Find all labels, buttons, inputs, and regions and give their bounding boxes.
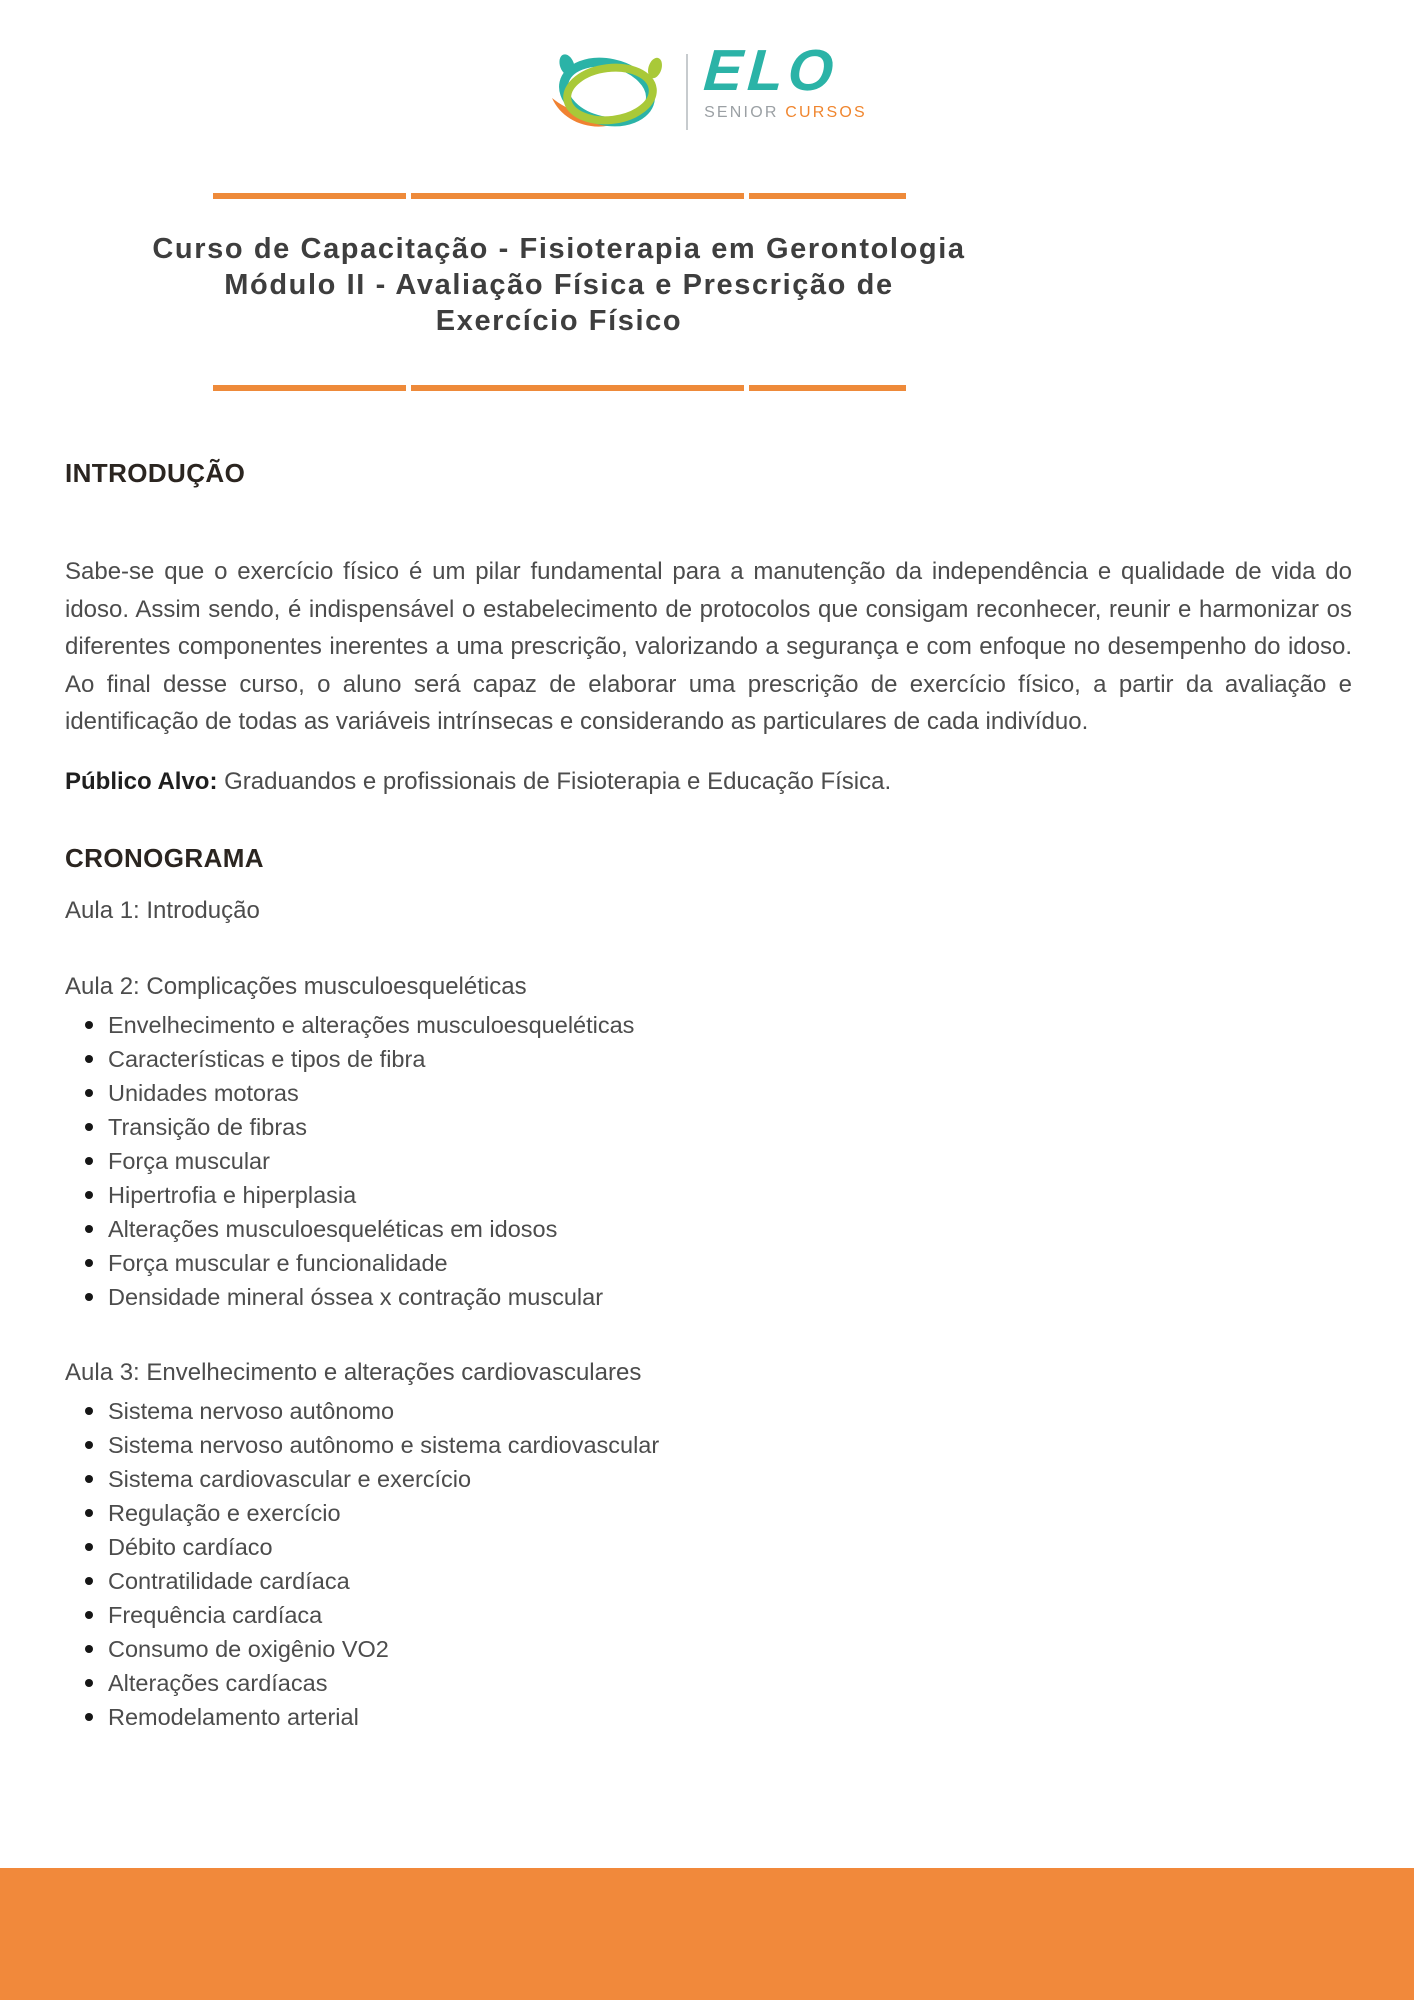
- list-item: [65, 1246, 1352, 1280]
- bullet-icon: [85, 1055, 93, 1063]
- list-item: [65, 1530, 1352, 1564]
- topic-text: Características e tipos de fibra: [108, 1045, 426, 1072]
- bullet-icon: [85, 1611, 93, 1619]
- topic-text: Sistema cardiovascular e exercício: [108, 1465, 472, 1492]
- list-item: [65, 1042, 1352, 1076]
- topic-text: Hipertrofia e hiperplasia: [108, 1181, 357, 1208]
- tagline-senior: SENIOR: [704, 104, 779, 121]
- bullet-icon: [85, 1713, 93, 1721]
- topic-text: Transição de fibras: [108, 1113, 307, 1140]
- list-item: [65, 1008, 1352, 1042]
- document-content: [65, 458, 1352, 1734]
- bullet-icon: [85, 1123, 93, 1131]
- tagline-cursos: CURSOS: [785, 104, 867, 121]
- topic-text: Alterações cardíacas: [108, 1669, 328, 1696]
- list-item: [65, 1700, 1352, 1734]
- list-item: [65, 1280, 1352, 1314]
- bullet-icon: [85, 1259, 93, 1267]
- aula-title: Aula 3: Envelhecimento e alterações cardiovasculares: [65, 1358, 642, 1386]
- bullet-icon: [85, 1191, 93, 1199]
- topic-text: Contratilidade cardíaca: [108, 1567, 350, 1594]
- bullet-icon: [85, 1543, 93, 1551]
- bullet-icon: [85, 1679, 93, 1687]
- list-item: [65, 1462, 1352, 1496]
- section-heading-cronograma: CRONOGRAMA: [65, 842, 264, 873]
- list-item: [65, 1632, 1352, 1666]
- bullet-icon: [85, 1293, 93, 1301]
- topic-text: Débito cardíaco: [108, 1533, 273, 1560]
- topic-text: Regulação e exercício: [108, 1499, 341, 1526]
- topic-text: Força muscular e funcionalidade: [108, 1249, 448, 1276]
- topic-text: Frequência cardíaca: [108, 1601, 323, 1628]
- aula-topic-list: [65, 1394, 1352, 1734]
- page-title-line-2: Módulo II - Avaliação Física e Prescrição de: [224, 269, 894, 301]
- page-title: [0, 231, 1118, 339]
- topic-text: Envelhecimento e alterações musculoesqueléticas: [108, 1011, 635, 1038]
- topic-text: Alterações musculoesqueléticas em idosos: [108, 1215, 558, 1242]
- publico-alvo-label: Público Alvo:: [65, 767, 218, 795]
- aula-topic-list: [65, 1008, 1352, 1314]
- section-heading-introducao: INTRODUÇÃO: [65, 458, 246, 488]
- list-item: [65, 1564, 1352, 1598]
- topic-text: Unidades motoras: [108, 1079, 299, 1106]
- page-title-line-1: Curso de Capacitação - Fisioterapia em Gerontologia: [152, 233, 966, 265]
- introducao-paragraph: Sabe-se que o exercício físico é um pilar fundamental para a manutenção da independência e qualidade de vida do idoso. Assim sendo, é indispensável o estabelecimento de protocolos que consigam reconhecer, reunir e harmonizar os diferentes componentes inerentes a uma prescrição, valorizando a segurança e com enfoque no desempenho do idoso. Ao final desse curso, o aluno será capaz de elaborar uma prescrição de exercício físico, a partir da avaliação e identificação de todas as variáveis intrínsecas e considerando as particulares de cada indivíduo.: [65, 558, 1352, 735]
- topic-text: Densidade mineral óssea x contração muscular: [108, 1283, 604, 1310]
- elo-people-circle-icon: [547, 52, 672, 134]
- aula-block: [65, 970, 1352, 1314]
- bullet-icon: [85, 1157, 93, 1165]
- aula-block: [65, 894, 1352, 928]
- topic-text: Remodelamento arterial: [108, 1703, 359, 1730]
- list-item: [65, 1496, 1352, 1530]
- decorative-divider-bottom: [0, 385, 1118, 391]
- footer-band: [0, 1868, 1414, 2000]
- elo-logo: [0, 40, 1414, 134]
- list-item: [65, 1394, 1352, 1428]
- page-title-line-3: Exercício Físico: [435, 305, 683, 337]
- bullet-icon: [85, 1225, 93, 1233]
- topic-text: Força muscular: [108, 1147, 270, 1174]
- brand-tagline: [704, 104, 867, 122]
- list-item: [65, 1110, 1352, 1144]
- publico-alvo-line: [65, 765, 1352, 799]
- list-item: [65, 1076, 1352, 1110]
- bullet-icon: [85, 1475, 93, 1483]
- bullet-icon: [85, 1021, 93, 1029]
- bullet-icon: [85, 1645, 93, 1653]
- list-item: [65, 1598, 1352, 1632]
- brand-name: ELO: [701, 38, 841, 103]
- bullet-icon: [85, 1577, 93, 1585]
- cronograma-aulas: [65, 894, 1352, 1734]
- list-item: [65, 1144, 1352, 1178]
- logo-text: [701, 38, 867, 122]
- bullet-icon: [85, 1089, 93, 1097]
- bullet-icon: [85, 1509, 93, 1517]
- topic-text: Consumo de oxigênio VO2: [108, 1635, 389, 1662]
- decorative-divider-top: [0, 193, 1118, 199]
- aula-block: [65, 1356, 1352, 1734]
- bullet-icon: [85, 1441, 93, 1449]
- topic-text: Sistema nervoso autônomo: [108, 1397, 395, 1424]
- header-title-block: [0, 193, 1118, 391]
- topic-text: Sistema nervoso autônomo e sistema cardiovascular: [108, 1431, 660, 1458]
- aula-title: Aula 1: Introdução: [65, 896, 260, 924]
- list-item: [65, 1666, 1352, 1700]
- aula-title: Aula 2: Complicações musculoesqueléticas: [65, 972, 527, 1000]
- bullet-icon: [85, 1407, 93, 1415]
- list-item: [65, 1428, 1352, 1462]
- publico-alvo-text: Graduandos e profissionais de Fisioterapia e Educação Física.: [224, 767, 892, 795]
- list-item: [65, 1178, 1352, 1212]
- list-item: [65, 1212, 1352, 1246]
- logo-separator: [686, 54, 688, 130]
